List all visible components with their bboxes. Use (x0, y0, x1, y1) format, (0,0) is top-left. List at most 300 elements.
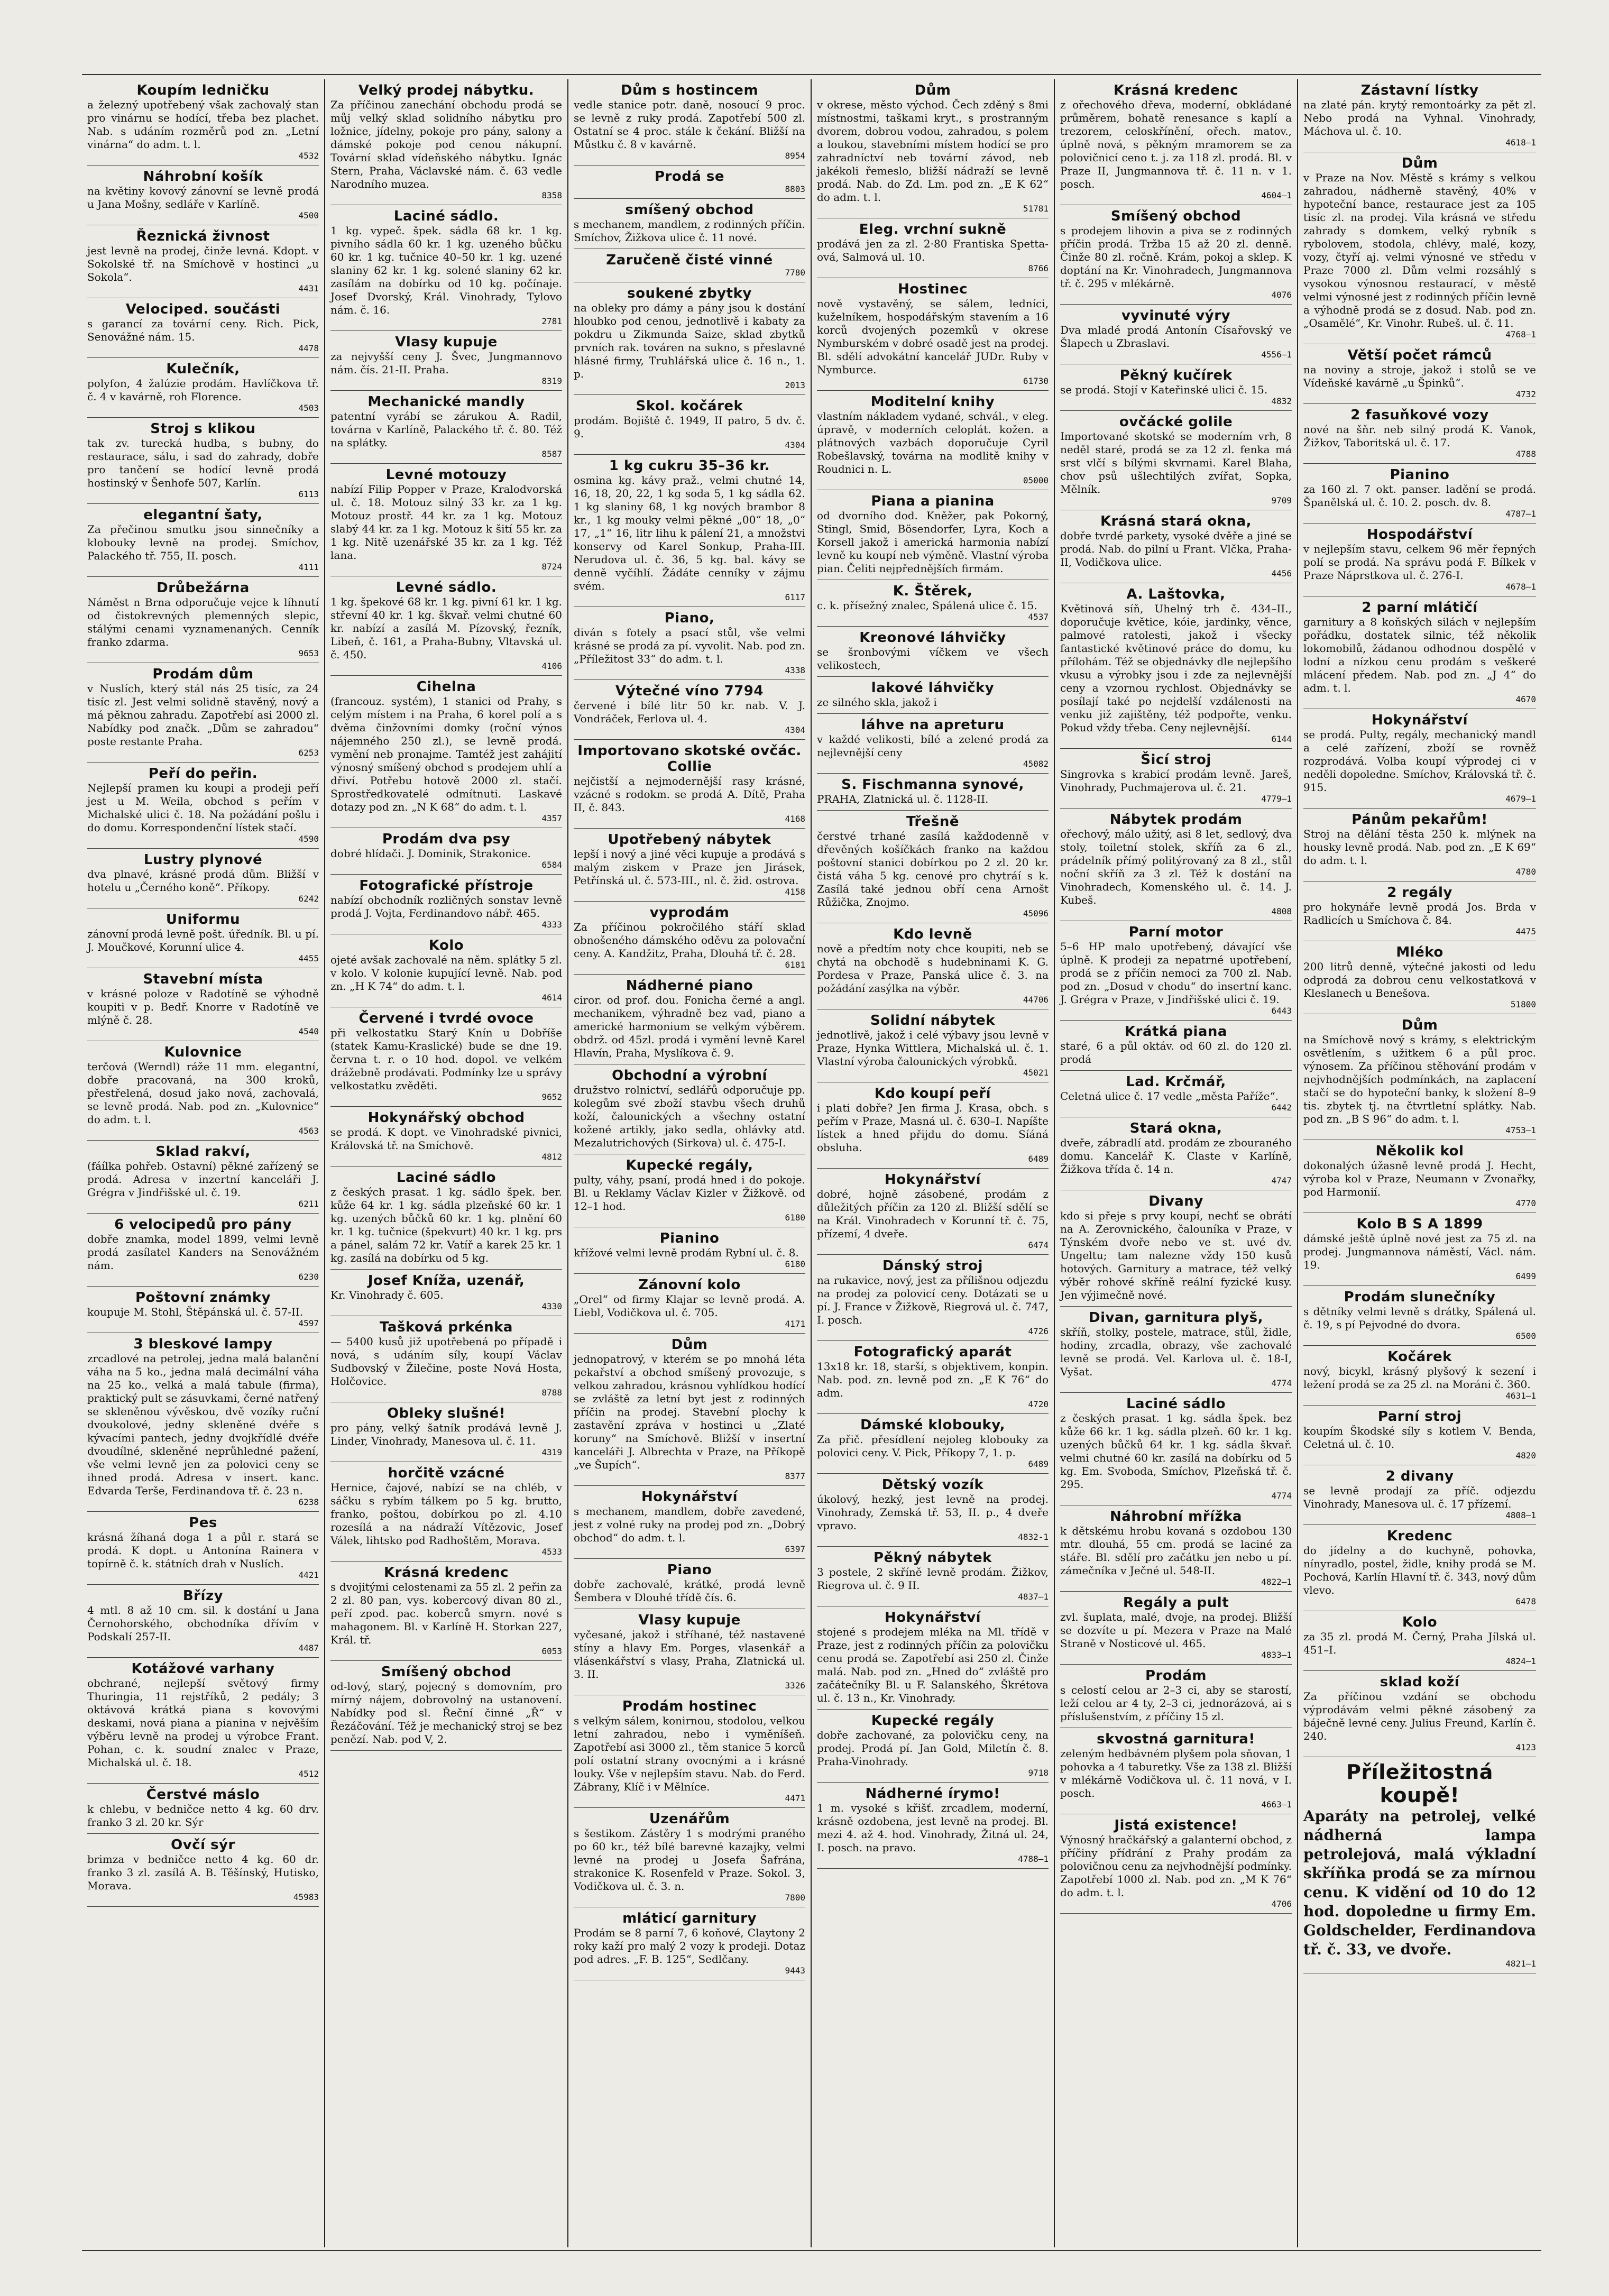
ad-body: dobré, hojně zásobené, prodám z důležitých příčin za 120 zl. Bližší sdělí se na Král. Vinohradech v Korunní tř. č. 75, přízemí, 4 dveře. (817, 1188, 1049, 1240)
ad-reference-number: 4471 (785, 1793, 805, 1803)
ad-title: Importovano skotské ovčác. Collie (577, 743, 802, 775)
ad-reference-number: 4720 (1028, 1399, 1049, 1409)
ad-body: Květinová síň, Uhelný trh č. 434–II., doporučuje květice, kóie, jardinky, věnce, palmové ratolesti, jakož i všecky fantastické květinové práce do domu, ku přílohám. Též se objednávky dle nejlepšího vkusu a výrobky jsou i zde za nejlevnější ceny a vzornou rychlost. Objednávky se posílají také po nejdelší vzdálenosti na venku již zajištěny, též podpořte, venku. Pokud vždy třeba. Ceny nejlevnější. (1060, 602, 1292, 734)
ad-reference-number: 4780 (1515, 867, 1536, 877)
ad-title: Koupím ledničku (136, 82, 270, 98)
classified-ad (330, 576, 562, 676)
ad-body: nejčistší a nejmodernější rasy krásné, vzácné s rodokm. se prodá A. Dítě, Praha II, č. 843. (574, 775, 805, 814)
classified-ad (1060, 205, 1292, 305)
ad-reference-number: 8766 (1028, 263, 1049, 273)
ad-body: se šronbovými víčkem ve všech velikostech, (817, 646, 1049, 672)
ad-reference-number: 4732 (1515, 389, 1536, 399)
ad-body: dobře tvrdé parkety, vysoké dvěře a jiné se prodá. Nab. do pilní u Frant. Vlčka, Praha-II, Vodičkova ulice. (1060, 529, 1292, 568)
ad-title: Cihelna (416, 679, 476, 695)
ad-reference-number: 4532 (298, 151, 319, 161)
ad-body: červené i bílé litr 50 kr. nab. V. J. Vondráček, Ferlova ul. 4. (574, 699, 805, 725)
ad-body: jest levně na prodej, činže levná. Kdopt. v Sokolské tř. na Smíchově v hostinci „u Sokola“. (87, 244, 319, 283)
ad-body: terčová (Werndl) ráže 11 mm. elegantní, dobře pracovaná, na 300 kroků, přestřelená, dosud jako nová, zachovalá, se levně prodá. Nab. pod zn. „Kulovnice“ do adm. t. l. (87, 1060, 319, 1126)
ad-reference-number: 6489 (1028, 1459, 1049, 1469)
ad-title: Hokynářství (1371, 712, 1468, 728)
ad-title: Náhrobní mřížka (1110, 1509, 1242, 1524)
classified-ad (87, 504, 319, 577)
classified-ad (330, 828, 562, 875)
ad-body: se prodá. K dopt. ve Vinohradské pivnici, Královská tř. na Smíchově. (330, 1126, 562, 1152)
ad-reference-number: 4678–1 (1505, 582, 1536, 592)
ad-reference-number: 4475 (1515, 926, 1536, 936)
ad-title: Kolo (428, 938, 464, 953)
ad-reference-number: 6181 (785, 960, 805, 970)
classified-ad (1060, 1505, 1292, 1592)
ad-reference-number: 4330 (541, 1301, 562, 1311)
classified-ad (574, 1486, 805, 1559)
ad-body: s mechanem, mandlem, z rodinných příčin. Smíchov, Žižkova ulice č. 11 nové. (574, 218, 805, 244)
ad-body: s celostí celou ar 2–3 ci, aby se starostí, leží celou ar 4 ty, 2–3 ci, jednorázová, ai s příslušenstvím, z příčiny 15 zl. (1060, 1684, 1292, 1723)
ad-reference-number: 4487 (298, 1643, 319, 1653)
ad-body: úkolový, hezký, jest levně na prodej. Vinohrady, Zemská tř. 53, II. p., 4 dveře vpravo. (817, 1493, 1049, 1532)
ad-reference-number: 4421 (298, 1570, 319, 1580)
ad-title: soukené zbytky (627, 286, 752, 301)
ad-title: Dům (914, 82, 951, 98)
ad-body: (francouz. systém), 1 stanici od Prahy, s celým místem i na Praha, 6 korel polí a s dvěma činžovními domky (roční výnos nájemného 250 zl.), se levně prodá. vymění neb pronajme. Tamtéž jest zahájití výnosný smíšený obchod s prodejem uhlí a dřiví. Potřebu hotově 2000 zl. stačí. Sprostředkovatelé odmítnuti. Laskavé dotazy pod zn. „N K 68“ do adm. t. l. (330, 695, 562, 813)
ad-reference-number: 4590 (298, 834, 319, 844)
classified-ad (1303, 1465, 1536, 1525)
ad-body: do jídelny a do kuchyně, pohovka, nínyradlo, postel, židle, knihy prodá se M. Pochová, Karlín Hlavní tř. č. 343, nový dům vlevo. (1303, 1544, 1536, 1596)
ad-title: Dům (1401, 155, 1438, 171)
ad-body: skříň, stolky, postele, matrace, stůl, židle, hodiny, zrcadla, obrazy, vše zachovalé levně se prodá. Vel. Karlova ul. č. 18-I, Vyšat. (1060, 1326, 1292, 1378)
ad-body: Prodám se 8 parní 7, 6 koňové, Claytony 2 roky kaží pro malý 2 vozy k prodeji. Dotaz pod adres. „F. B. 125“, Sedlčany. (574, 1926, 805, 1966)
ad-reference-number: 8319 (541, 376, 562, 386)
ad-title: Velký prodej nábytku. (358, 82, 535, 98)
ad-body: na noviny a stroje, jakož i stolů se ve Vídeňské kavárně „u Špinků“. (1303, 363, 1536, 389)
ad-reference-number: 2781 (541, 316, 562, 326)
classified-ad (87, 1287, 319, 1333)
ad-reference-number: 4821–1 (1505, 1959, 1536, 1969)
ad-reference-number: 4533 (541, 1547, 562, 1557)
ad-reference-number: 4812 (541, 1152, 562, 1162)
ad-title: Mechanické mandly (367, 394, 525, 410)
ad-reference-number: 6053 (541, 1646, 562, 1656)
ad-reference-number: 8587 (541, 449, 562, 459)
ad-reference-number: 6242 (298, 894, 319, 904)
classified-ad (817, 1341, 1049, 1414)
classified-ad (87, 1834, 319, 1907)
ad-body: koupím Škodské síly s kotlem V. Benda, Celetná ul. č. 10. (1303, 1425, 1536, 1450)
ad-body: čerstvé trhané zasílá každodenně v dřevěných košíčkách franko na každou poštovní stanici dobírkou po 2 zl. 20 kr. čistá váha 5 kg. cenové pro chytráí s k. Zasílá také jednou obří cena Arnošt Růžička, Znojmo. (817, 830, 1049, 908)
ad-reference-number: 4158 (785, 887, 805, 897)
ad-reference-number: 6211 (298, 1199, 319, 1209)
ad-title: 2 parní mlátičí (1362, 600, 1478, 616)
ad-title: Smíšený obchod (381, 1664, 512, 1680)
classified-ad (1303, 809, 1536, 881)
ad-body: garnitury a 8 koňských silách v nejlepším pořádku, dostatek silnic, též několik lokomobilů, žádanou odhodnou dospělé v lodní a nízkou cenu prodám s veškeré mlácení předem. Nab. pod zn. „J 4“ do adm. t. l. (1303, 616, 1536, 694)
ad-title: Kredenc (1386, 1528, 1453, 1544)
ad-body: Za příčinou vzdání se obchodu výprodávám velmi pěkné zásobený za báječně levné ceny. Julius Freund, Karlín č. 240. (1303, 1690, 1536, 1742)
classified-ad (1303, 1140, 1536, 1213)
classified-ad (1303, 1611, 1536, 1671)
classified-ad (1060, 411, 1292, 510)
ad-title: Hospodářství (1366, 527, 1473, 543)
ad-reference-number: 4631–1 (1505, 1391, 1536, 1401)
ad-title: Piano, (664, 610, 715, 626)
ad-title: sklad koží (1380, 1674, 1460, 1690)
ad-title: 3 bleskové lampy (133, 1336, 273, 1352)
classified-ad (330, 676, 562, 828)
classified-ad (1303, 1671, 1536, 1757)
ad-title: Obleky slušné! (387, 1406, 505, 1421)
classified-ad (817, 1547, 1049, 1606)
ad-title: Pianino (1390, 467, 1450, 483)
ad-title: 2 divany (1385, 1468, 1454, 1484)
ad-body: staré, 6 a půl oktáv. od 60 zl. do 120 zl. prodá (1060, 1040, 1292, 1066)
ad-body: nabízí Filip Popper v Praze, Kralodvorská ul. č. 18. Motouz silný 33 kr. za 1 kg. Motouz prostř. 44 kr. za 1 kg. Motouz slabý 44 kr. za 1 kg. Motouz k šití 55 kr. za 1 kg. Nitě uzenářské 35 kr. za 1 kg. Též lana. (330, 483, 562, 562)
ad-column (568, 79, 812, 2247)
ad-title: 2 fasuňkové vozy (1350, 407, 1489, 423)
ad-body: dobré hlídači. J. Dominik, Strakonice. (330, 847, 531, 860)
ad-reference-number: 4123 (1515, 1742, 1536, 1752)
classified-ad (87, 1512, 319, 1585)
ad-title: Laciné sádlo (1126, 1396, 1226, 1412)
classified-ad (1060, 1021, 1292, 1071)
ad-reference-number: 4726 (1028, 1326, 1049, 1336)
ad-reference-number: 8788 (541, 1388, 562, 1398)
classified-ad (817, 278, 1049, 391)
ad-body: k dětskému hrobu kovaná s ozdobou 130 mtr. dlouhá, 55 cm. prodá se laciné za stáře. Bl. sdělí pro začátku jen nebo u pí. zámečníka v Ječné ul. 548-II. (1060, 1524, 1292, 1577)
ad-body: při velkostatku Starý Knín u Dobříše (statek Kamu-Kraslické) bude se dne 19. června t. r. o 10 hod. dopol. ve velkém drážebně prodávati. Podmínky lze u správy velkostatku zvěděti. (330, 1026, 562, 1092)
classified-ad (87, 225, 319, 298)
ad-reference-number: 61730 (1023, 376, 1049, 386)
ad-reference-number: 45021 (1023, 1068, 1049, 1078)
classified-ad (574, 607, 805, 680)
ad-body: s garancí za tovární ceny. Rich. Pick, Senovážné nám. 15. (87, 317, 319, 343)
ad-column (1055, 79, 1298, 2247)
ad-body: s dětníky velmi levně s drátky, Spálená ul. č. 19, s pí Pejvodné do dvora. (1303, 1305, 1536, 1331)
ad-body: polyfon, 4 žalúzie prodám. Havlíčkova tř. č. 4 v kavárně, roh Florence. (87, 377, 319, 403)
ad-body: nabízí obchodník rozličných sonstav levně prodá J. Vojta, Ferdinandovo nábř. 465. (330, 894, 562, 920)
ad-body: nově vystavěný, se sálem, ledníci, kuželníkem, hospodářským stavením a 16 korců dvojených pozemků v okrese Nymburském v dobré osadě jest na prodej. Bl. sdělí advokátní kancelář JUDr. Ruby v Nymburce. (817, 297, 1049, 376)
classified-ad (1060, 1665, 1292, 1728)
classified-ad (574, 1064, 805, 1154)
ad-title: Hostinec (898, 281, 968, 297)
ad-reference-number: 4614 (541, 993, 562, 1003)
classified-ad (330, 934, 562, 1007)
ad-title: 2 regály (1387, 885, 1452, 901)
ad-title: Mléko (1396, 944, 1443, 960)
classified-ad (1060, 79, 1292, 205)
ad-title: Stará okna, (1129, 1121, 1222, 1136)
ad-title: skvostná garnitura! (1097, 1731, 1255, 1747)
ad-title: Velociped. součásti (125, 301, 281, 317)
classified-ad (330, 464, 562, 576)
ad-title: Pianino (659, 1230, 720, 1246)
ad-title: Kotážové varhany (131, 1661, 275, 1677)
ad-title: S. Fischmanna synové, (841, 777, 1024, 793)
classified-ad (1060, 1814, 1292, 1914)
classified-ad (1060, 1592, 1292, 1665)
classified-ad (1303, 404, 1536, 464)
ad-body: 1 m. vysoké s křišť. zrcadlem, moderní, krásně ozdobena, jest levně na prodej. Bl. mezi 4. až 4. hod. Vinohrady, Žitná ul. 24, I. posch. na pravo. (817, 1802, 1049, 1854)
classified-ad (330, 79, 562, 205)
ad-title: Smíšený obchod (1110, 208, 1242, 224)
ad-reference-number: 6584 (541, 860, 562, 870)
ad-reference-number: 45983 (293, 1892, 319, 1902)
ad-body: družstvo rolnictví, sedlářů odporučuje pp. kolegům své zboží stavbu všech druhů koží, čalounických a všechny ostatní kožené artikly, jako sedla, ohlávky atd. Mezalutrichových (Sirkova) ul. č. 475-I. (574, 1083, 805, 1149)
classified-ad (817, 1783, 1049, 1869)
ad-body: z ořechového dřeva, moderní, obkládané průměrem, bohatě renesance s kaplí a trezorem, celoskřínění, ořech. matov., úplně nová, s pěkným mramorem se za polovičnicí ceno t. j. za 118 zl. prodá. Bl. v Praze II, Jungmannova tř. č. 11 n. v 1. posch. (1060, 98, 1292, 190)
ad-reference-number: 8358 (541, 190, 562, 200)
ad-title: Obchodní a výrobní (612, 1068, 767, 1083)
ad-title: Dům (1401, 1017, 1438, 1033)
classified-ad (574, 1609, 805, 1695)
ad-body: Celetná ulice č. 17 vedle „města Paříže“. (1060, 1090, 1279, 1103)
ad-title: Sklad rakví, (155, 1144, 251, 1160)
ad-title: Výtečné víno 7794 (615, 683, 764, 699)
ad-reference-number: 6113 (298, 489, 319, 499)
ad-title: Kolo (1402, 1614, 1438, 1630)
classified-ad (330, 1007, 562, 1107)
ad-body: vedle stanice potr. daně, nosoucí 9 proc. se levně z ruky prodá. Zapotřebí 500 zl. Ostatní se 4 proc. stále k čekání. Bližší na Můstku č. 8 v kavárně. (574, 98, 805, 151)
ad-reference-number: 9653 (298, 648, 319, 658)
classified-ad (817, 1169, 1049, 1255)
ad-title: horčitě vzácné (388, 1465, 505, 1481)
ad-body: jednotlivě, jakož i celé výbavy jsou levně v Praze, Hynka Wittlera, Michalská ul. č. 1. Vlastní výroba čalounických výrobků. (817, 1028, 1049, 1068)
ad-reference-number: 6500 (1515, 1331, 1536, 1341)
ad-body: pro hokynáře levně prodá Jos. Brda v Radlicích u Smíchova č. 84. (1303, 901, 1536, 926)
ad-reference-number: 9718 (1028, 1768, 1049, 1778)
classified-ad (817, 1255, 1049, 1341)
classified-ad (574, 282, 805, 395)
ad-title: elegantní šaty, (143, 507, 263, 523)
ad-body: ze silného skla, jakož i (817, 696, 937, 709)
ad-body: v Praze na Nov. Městě s krámy s velkou zahradou, nádherně stavěný, 40% v hypoteční bance, restaurace jest za 105 tisíc zl. na prodej. Vila krásná ve středu zahrady s domkem, velký rybník s rybolovem, stodola, chlévy, malé, kozy, vozy, čtyří aj. velmi výnosné ve středu v Praze 7000 zl. Dům velmi rozsáhlý s vysokou výnosnou restaurací, v městě velmi výnosné jest z rodinných příčin levně a výhodně prodá se z dosud. Nab. pod zn. „Osamělé“, Kr. Vinohr. Rubeš. ul. č. 11. (1303, 171, 1536, 329)
ad-title: Laciné sádlo. (393, 208, 499, 224)
ad-body: s šestikom. Zástěry 1 s modrými praného po 60 kr., též bílé barevné kazajky, velmi levné na prodej u Josefa Šafrána, strakonice K. Rosenfeld v Praze. Sokol. 3, Vodičkova ul. č. 3. n. (574, 1827, 805, 1893)
ad-title: Parní motor (1128, 924, 1224, 940)
top-rule (82, 74, 1541, 75)
classified-ad (87, 1585, 319, 1658)
ad-body: dámské ještě úplně nové jest za 75 zl. na prodej. Jungmannova náměstí, Václ. nám. 19. (1303, 1232, 1536, 1271)
ad-body: 4 mtl. 8 až 10 cm. sil. k dostání u Jana Černohorského, obchodníka dřívím v Podskalí 257-II. (87, 1604, 319, 1643)
classified-ad (817, 774, 1049, 811)
ad-body: osmina kg. kávy praž., velmi chutné 14, 16, 18, 20, 22, 1 kg soda 5, 1 kg sádla 62. 1 kg slaniny 68, 1 kg nových brambor 8 kr., 1 kg mouky velmi pěkné „00“ 18, „0“ 17, „1“ 16, litr lihu k pálení 21, a množstvi konservy od Karel Sonkup, Praha-III. Nerudova ul. č. 36, 5 kg. bal. kávy se denně vyčíhlí. Žádáte cenníky v zájmu svém. (574, 474, 805, 592)
ad-body: patentní vyrábí se zárukou A. Radil, továrna v Karlíně, Palackého tř. č. 80. Též na splátky. (330, 410, 562, 449)
ad-reference-number: 4822–1 (1261, 1577, 1292, 1587)
classified-ad (817, 1082, 1049, 1169)
ad-body: Kr. Vinohrady č. 605. (330, 1289, 444, 1301)
ad-body: Za příčinou pokročilého stáří sklad obnošeného dámského oděvu za polovační ceny. A. Kandžitz, Praha, Dlouhá tř. č. 28. (574, 921, 805, 960)
ad-reference-number: 4820 (1515, 1450, 1536, 1461)
classified-ad (87, 1214, 319, 1287)
ad-title: Hokynářství (884, 1172, 981, 1188)
ad-reference-number: 4837–1 (1018, 1592, 1049, 1602)
ad-reference-number: 2013 (785, 380, 805, 390)
ad-title: Jistá existence! (1114, 1817, 1238, 1833)
ad-reference-number: 4597 (298, 1318, 319, 1328)
ad-reference-number: 4556–1 (1261, 350, 1292, 360)
ad-body: jednopatrový, v kterém se po mnohá léta pekařství a obchod smíšený provozuje, s velkou zahradou, krásnou vyhlídkou hodící se zvláště za letní byt jest z rodinných příčin na prodej. Stavební plochy k zastavění zpráva v hostinci u „Zlaté koruny“ na Smíchově. Bližší v insertní kanceláři J. Albrechta v Praze, na Příkopě „ve Šupích“. (574, 1353, 805, 1471)
ad-body: zeleným hedbávném plyšem pola sňovan, 1 pohovka a 4 taburetky. Vše za 138 zl. Bližší v mlékárně Vodičkova ul. č. 11 nová, v I. posch. (1060, 1747, 1292, 1799)
ad-reference-number: 4670 (1515, 694, 1536, 704)
ad-title: Krásná stará okna, (1100, 513, 1252, 529)
classified-ad (817, 923, 1049, 1009)
classified-ad (574, 1154, 805, 1227)
ad-body: vlastním nákladem vydané, schvál., v eleg. úpravě, v moderních celoplát. kožen. a plátnových vazbách doporučuje Cyril Robešlavský, továrna na modlitě knihy v Roudnici n. L. (817, 410, 1049, 475)
ad-reference-number: 6180 (785, 1213, 805, 1223)
classified-ad (817, 490, 1049, 580)
ad-body: 1 kg. vypeč. špek. sádla 68 kr. 1 kg. pivního sádla 60 kr. 1 kg. uzeného bůčku 60 kr. 1 kg. tučnice 40–50 kr. 1 kg. uzené slaniny 62 kr. 1 kg. solené slaniny 62 kr. zasílám na dobírku od 10 kg. počínaje. Josef Dvorský, Král. Vinohrady, Tylovo nám. č. 16. (330, 224, 562, 316)
ad-body: dobře znamka, model 1899, velmi levně prodá zasílatel Kanders na Senovážném nám. (87, 1233, 319, 1272)
ad-title: Fotografický aparát (853, 1344, 1012, 1360)
ad-title: 6 velocipedů pro pány (114, 1217, 292, 1233)
classified-ad (574, 395, 805, 455)
ad-body: Importované skotské se moderním vrh, 8 neděl staré, prodá se za 12 zl. fenka má srst vlčí s bílými skvrnami. Karel Blaha, chov psů ušlechtilých zvířat, Sopka, Mělník. (1060, 430, 1292, 495)
classified-ad (574, 1559, 805, 1609)
ad-body: se levně prodají za příč. odjezdu Vinohrady, Manesova ul. č. 17 přízemí. (1303, 1484, 1536, 1510)
ad-body: v okrese, město východ. Čech zděný s 8mi místnostmi, taškami kryt., s prostranným dvorem, dobrou vodou, zahradou, s polem a loukou, stavebními místem hodící se pro zahradníctví neb tovární závod, neb jakékoli řemeslo, bližší nádraží se levně prodá. Nab. do Zd. Lm. pod zn. „E K 62“ do adm. t. l. (817, 98, 1049, 204)
classified-ad (87, 1333, 319, 1512)
ad-title: Vlasy kupuje (638, 1612, 741, 1628)
classified-ad (574, 740, 805, 829)
ad-body: s prodejem lihovin a piva se z rodinných příčin prodá. Tržba 15 až 20 zl. denně. Činže 80 zl. ročně. Krám, pokoj a sklep. K doptání na Kr. Vinohradech, Jungmannova tř. č. 295 v mlékárně. (1060, 224, 1292, 290)
ad-reference-number: 6230 (298, 1272, 319, 1282)
ad-body: ořechový, málo užitý, asi 8 let, sedlový, dva stoly, toiletní stolek, skříň za 6 zl., prádelník přímý politýrovaný za 8 zl., stůl noční skříň za 3 zl. Též k dostání na Vinohradech, Komenského ul. č. 14. J. Kubeš. (1060, 828, 1292, 906)
classified-ad (1303, 1286, 1536, 1346)
classified-ad (574, 975, 805, 1064)
ad-body: i plati dobře? Jen firma J. Krasa, obch. s peřím v Praze, Masná ul. č. 630–I. Napíšte lístek a hned přijdu do domu. Síáná obsluha. (817, 1101, 1049, 1154)
ad-reference-number: 4319 (541, 1447, 562, 1457)
classified-ad (87, 418, 319, 504)
ad-title: Prodám dům (152, 666, 254, 682)
ad-title: Divany (1148, 1193, 1203, 1209)
ad-reference-number: 4111 (298, 562, 319, 572)
ad-title: Několik kol (1375, 1143, 1464, 1159)
classified-ad (574, 1907, 805, 1980)
classified-ad (1303, 1346, 1536, 1406)
classified-ad (1303, 79, 1536, 152)
ad-reference-number: 4747 (1271, 1175, 1292, 1186)
ad-body: stojené s prodejem mléka na Ml. třídě v Praze, jest z rodinných příčin za polovičku cenu prodá se. Zapotřebí asi 250 zl. Činže malá. Nab. pod zn. „Hned do“ zvláště pro začátečníky Bl. u F. Salanského, Škrétova ul. č. 13 n., Kr. Vinohrady. (817, 1625, 1049, 1704)
ad-body: Singrovka s krabicí prodám levně. Jareš, Vinohrady, Puchmajerova ul. č. 21. (1060, 768, 1292, 794)
ad-title: Hokynářství (884, 1610, 981, 1625)
classified-ad (817, 580, 1049, 627)
ad-body: prodává jen za zl. 2·80 Frantiska Spetta-ová, Salmová ul. 10. (817, 237, 1049, 263)
classified-ad (817, 811, 1049, 923)
ad-body: Hernice, čajové, nabízí se na chléb, v sáčku s rybím tálkem po 5 kg. brutto, franko, poštou, dobírkou po zl. 4.10 rozesílá a na nádraží Vítězovic, Josef Válek, lihtsko pod Radhoštěm, Morava. (330, 1481, 562, 1547)
ad-body: dobře zachované, za polovičku ceny, na prodej. Prodá pí. Jan Gold, Miletín č. 8. Praha-Vinohrady. (817, 1729, 1049, 1768)
ad-body: 5–6 HP malo upotřebený, dávající vše úplně. K prodeji za nepatrné upotřebení, prodá se z příčin nemoci za 700 zl. Nab. pod zn. „Dosud v chodu“ do insertní kanc. J. Grégra v Praze, v Jindřišské ulici č. 19. (1060, 940, 1292, 1006)
ad-reference-number: 4500 (298, 210, 319, 221)
ad-body: 13x18 kr. 18, starší, s objektivem, konpin. Nab. pod. zn. levně pod zn. „E K 76“ do adm. (817, 1360, 1049, 1399)
ad-title: mláticí garnitury (622, 1911, 757, 1926)
classified-ad (574, 1695, 805, 1808)
ad-title: Uzenářům (649, 1811, 730, 1827)
ad-title: Dům (671, 1337, 708, 1353)
ad-body: vyčesané, jakož i stříhané, též nastavené stíny a hlavy Em. Porges, vlasenkář a vlásenkářství s vlasy, Praha, Zlatnická ul. 3. II. (574, 1628, 805, 1680)
ad-body: zvl. šuplata, malé, dvoje, na prodej. Bližší se dozvíte u pí. Mezera v Praze na Malé Straně v Nosticové ul. 465. (1060, 1611, 1292, 1650)
ad-reference-number: 4753–1 (1505, 1125, 1536, 1135)
ad-body: od-lový, starý, pojecný s domovním, pro mírný nájem, dobrovolný na ustanovení. Nabídky pod sl. Řeční činné „Ř“ v Řezáčování. Též je mechanický stroj se bez penězí. Nab. pod V, 2. (330, 1680, 562, 1746)
ad-title: Prodám hostinec (622, 1698, 757, 1714)
ad-title: Laciné sádlo (396, 1170, 497, 1186)
ad-body: Aparáty na petrolej, velké nádherná lampa petrolejová, malá výkladní skříňka prodá se za mírnou cenu. K vidění od 10 do 12 hod. dopoledne u firmy Em. Goldschelder, Ferdinandova tř. č. 33, ve dvoře. (1303, 1807, 1536, 1958)
classified-ad (1303, 596, 1536, 709)
ad-body: kdo si přeje s prvy koupí, nechť se obrátí na A. Zerovnického, čalouníka v Praze, v Týnském dvoře nebo ve st. uvé dv. Ungeltu; tam nalezne vždy 150 kusů hotových. Garnitury a matrace, též velký výběr rohové skříně reální fyzické kusy. Jen výjimečně nové. (1060, 1209, 1292, 1301)
ad-reference-number: 4338 (785, 665, 805, 675)
ad-title: Pěkný nábytek (874, 1550, 992, 1566)
ad-body: obchrané, nejlepší světový firmy Thuringia, 11 rejstříků, 2 pedály; 3 oktávová krátká piana s kovovými deskami, nová piana a pianina v nejvěším výběru levně na prodej u výrobce Frant. Pohan, c. k. soudní znalec v Praze, Michalská ul. č. 18. (87, 1677, 319, 1769)
ad-title: Kulečník, (166, 361, 240, 377)
ad-body: Výnosný hračkářský a galanterní obchod, z příčiny přídrání z Prahy prodám za polovičnou cenu za nejvhodnější podmínky. Zapotřebí 1000 zl. Nab. pod zn. „M K 76“ do adm. t. l. (1060, 1833, 1292, 1899)
ad-reference-number: 4779–1 (1261, 794, 1292, 804)
bottom-rule (82, 2250, 1541, 2251)
classified-ad (1060, 1071, 1292, 1117)
classified-ad (87, 577, 319, 663)
ad-body: Dva mladé prodá Antonín Císařovský ve Šlapech u Zbraslavi. (1060, 324, 1292, 350)
ad-body: lepší i nový a jiné věci kupuje a prodává s malým ziskem v Praze jen Jirásek, Petřínská ul. č. 573-III., nl. č. žid. ostrova. (574, 848, 805, 887)
ad-reference-number: 4512 (298, 1769, 319, 1779)
classified-ad (817, 1474, 1049, 1547)
ad-title: ovčácké golile (1119, 414, 1233, 430)
ad-title: Nádherné piano (626, 978, 753, 994)
ad-body: ciror. od prof. dou. Fonicha černé a angl. mechanikem, výhradně bez vad, piano a americké harmonium se velkým výběrem. obdrž. od 45zl. prodá i vymění levně Karel Hlavín, Praha, Myslíkova č. 9. (574, 994, 805, 1059)
ad-reference-number: 4456 (1271, 568, 1292, 578)
classified-ad (1303, 1014, 1536, 1140)
ad-reference-number: 6478 (1515, 1596, 1536, 1606)
ad-reference-number: 6253 (298, 748, 319, 758)
ad-title: Kočárek (1387, 1349, 1452, 1365)
classified-ad (574, 199, 805, 249)
classified-ad (817, 714, 1049, 774)
ad-body: „Orel“ od firmy Klajar se levně prodá. A. Liebl, Vodičkova ul. č. 705. (574, 1293, 805, 1319)
ad-reference-number: 6489 (1028, 1154, 1049, 1164)
classified-ad (1060, 809, 1292, 921)
ad-title: Příležitostná koupě! (1346, 1760, 1493, 1807)
ad-reference-number: 4774 (1271, 1491, 1292, 1501)
ad-body: zánovní prodá levně pošt. úředník. Bl. u pí. J. Moučkové, Korunní ulice 4. (87, 927, 319, 953)
ad-title: Zástavní lístky (1360, 82, 1479, 98)
ad-body: c. k. přísežný znalec, Spálená ulice č. 15. (817, 599, 1037, 612)
ad-reference-number: 8377 (785, 1471, 805, 1481)
ad-body: PRAHA, Zlatnická ul. č. 1128-II. (817, 793, 989, 805)
ad-reference-number: 4431 (298, 283, 319, 293)
classified-ad (574, 1808, 805, 1907)
ad-reference-number: 6442 (1271, 1103, 1292, 1113)
ad-title: Fotografické přístroje (359, 878, 534, 894)
classified-ad (87, 1041, 319, 1141)
ad-body: dokonalých úžasně levně prodá J. Hecht, výroba kol v Praze, Neumann v Zvonařky, pod Harmonií. (1303, 1159, 1536, 1198)
classified-ad (1303, 941, 1536, 1014)
classified-ad (817, 218, 1049, 278)
ad-title: Kupecké regály, (626, 1158, 753, 1173)
ad-reference-number: 4168 (785, 814, 805, 824)
ad-title: Vlasy kupuje (395, 334, 498, 350)
classified-ad (574, 829, 805, 902)
ad-title: Piano (667, 1562, 712, 1578)
ad-title: Řeznická živnost (136, 228, 270, 244)
ad-title: Pes (189, 1515, 217, 1531)
classified-ad (1303, 1213, 1536, 1286)
ad-body: k chlebu, v bedničce netto 4 kg. 60 drv. franko 3 zl. 20 kr. Sýr (87, 1803, 319, 1829)
ad-title: Lustry plynové (143, 852, 263, 868)
ad-body: 1 kg. špekové 68 kr. 1 kg. pivní 61 kr. 1 kg. střevní 40 kr. 1 kg. škvař. velmi chutné 60 kr. nabízí a zasílá M. Pízovský, řezník, Libeň, č. 161, a Praha-Bubny, Vltavská ul. č. 450. (330, 595, 562, 661)
ad-title: Prodám slunečníky (1344, 1289, 1496, 1305)
ad-body: za 160 zl. 7 okt. panser. ladění se prodá. Španělská ul. č. 10. 2. posch. dv. 8. (1303, 483, 1536, 509)
classified-ad (330, 205, 562, 331)
ad-body: zrcadlové na petrolej, jedna malá balanční váha na 5 ko., jedna malá decimální váha na 25 ko., velká a malá tabule (firma), praktický pult se zásuvkami, černé natřený se skleněnou vývěskou, dvě vozíky ruční dvoukolové, jedny skleněné dvéře s kývacími pantech, jedny dvojkřídlé dvéře dvoudílné, skleněné neprůhledné pažení, vše velmi levně jen za polovici ceny se ihned prodá. Adresa v insert. kanc. Edvarda Terše, Ferdinandova tř. č. 23 n. (87, 1352, 319, 1497)
ad-title: Eleg. vrchní sukně (859, 222, 1007, 237)
ad-body: s velkým sálem, konirnou, stodolou, velkou letní zahradou, nebo i vyměníšeň. Zapotřebí asi 3000 zl., těm stanice 5 korců polí ostatní strany ovocnými a i krásné louky. Vše v nejlepším stavu. Nab. do Ferd. Zábrany, Klíč i v Mělníce. (574, 1714, 805, 1793)
ad-body: na květiny kovový zánovní se levně prodá u Jana Mošny, sedláře v Karlíně. (87, 185, 319, 210)
ad-body: pulty, váhy, psaní, prodá hned i do pokoje. Bl. u Reklamy Václav Kizler v Žižkově. od 12–1 hod. (574, 1173, 805, 1213)
